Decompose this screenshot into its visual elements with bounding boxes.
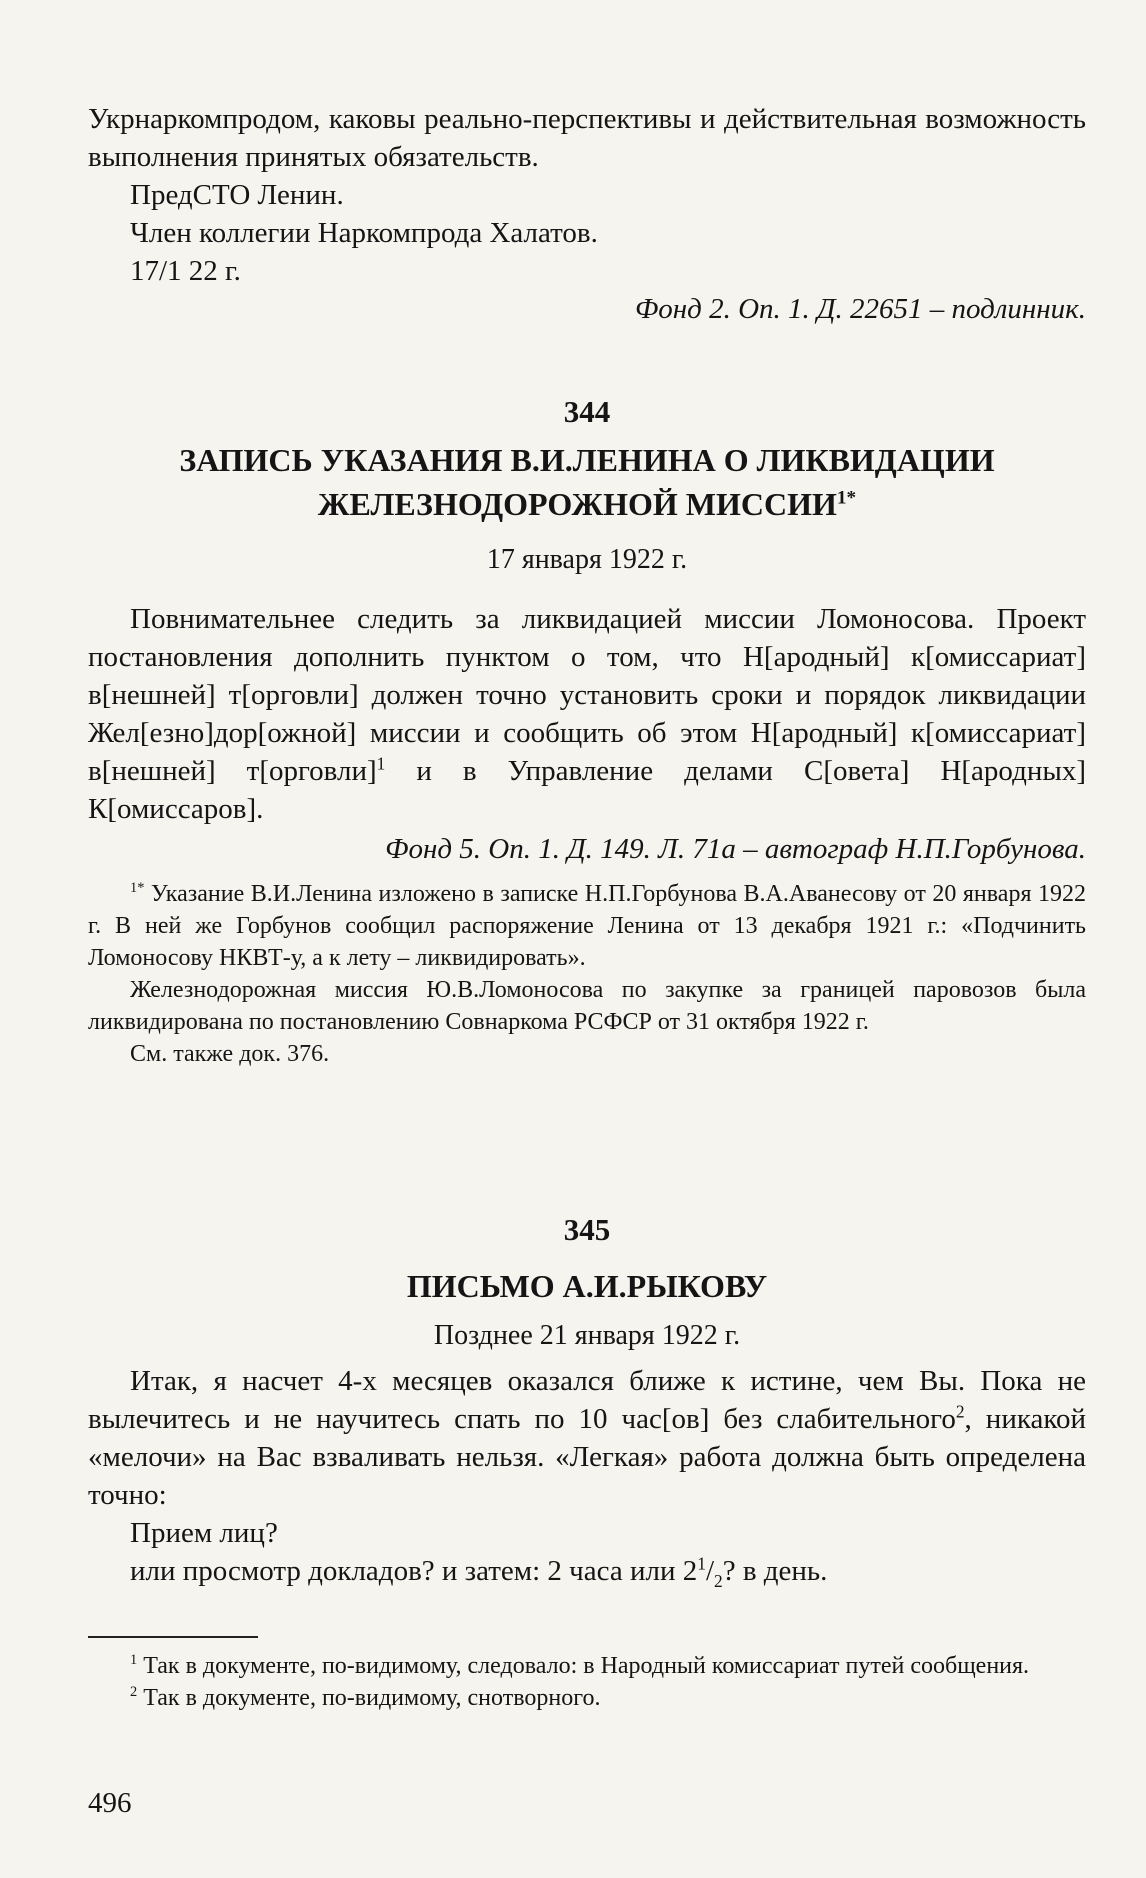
page-number: 496 — [88, 1787, 132, 1819]
document-344 — [88, 392, 1086, 1070]
editorial-note-1: $^{1*}$ Указание В.И.Ленина изложено в записке Н.П.Горбунова В.А.Аванесову от 20 января 1922 г. В ней же Горбунов сообщил распоряжение Ленина от 13 декабря 1921 г.: «Подчинить Ломоносову НКВТ-у, а к лету – ликвидировать». — [88, 880, 1086, 971]
footnote-1: $^1$ Так в документе, по-видимому, следовало: в Народный комиссариат путей сообщения. — [130, 1652, 1030, 1679]
signature-chairman: ПредСТО Ленин. — [130, 179, 344, 211]
document-date: 17 января 1922 г. — [486, 544, 688, 575]
letter-date: 17/1 22 г. — [130, 255, 241, 287]
document-number: 344 — [563, 394, 611, 429]
editorial-note-2: Железнодорожная миссия Ю.В.Ломоносова по закупке за границей паровозов была ликвидирована по постановлению Совнаркома РСФСР от 31 октября 1922 г. — [88, 977, 1086, 1035]
body-line-reception: Прием лиц? — [130, 1517, 278, 1549]
footnote-ref-2: 2 — [955, 1401, 965, 1422]
archive-source: Фонд 2. Оп. 1. Д. 22651 – подлинник. — [634, 293, 1086, 325]
body-line-reports: или просмотр докладов? и затем: 2 часа или $2^1/_2$? в день. — [130, 1553, 828, 1591]
document-date: Позднее 21 января 1922 г. — [433, 1320, 741, 1351]
document-title: ПИСЬМО А.И.РЫКОВУ — [406, 1268, 768, 1304]
footnote-2: $^2$ Так в документе, по-видимому, снотворного. — [130, 1684, 601, 1711]
title-footnote-mark: 1* — [836, 487, 857, 509]
document-title-line1: ЗАПИСЬ УКАЗАНИЯ В.И.ЛЕНИНА О ЛИКВИДАЦИИ — [179, 442, 995, 478]
document-number: 345 — [563, 1212, 611, 1247]
signature-member: Член коллегии Наркомпрода Халатов. — [130, 217, 598, 249]
footnote-divider — [88, 1636, 258, 1638]
document-345 — [88, 1210, 1086, 1600]
footnotes — [88, 1650, 1086, 1714]
document-body: Итак, я насчет 4-х месяцев оказался ближе к истине, чем Вы. Пока не вылечитесь и не научитесь спать по 10 час[ов] без слабительного$^2$, никакой «мелочи» на Вас взваливать нельзя. «Легкая» работа должна быть определена точно: — [88, 1365, 1086, 1511]
top-section — [88, 100, 1086, 328]
continuation-paragraph: Укрнаркомпродом, каковы реально-перспективы и действительная возможность выполнения принятых обязательств. — [88, 103, 1086, 173]
editorial-note-3: См. также док. 376. — [130, 1041, 330, 1067]
document-title-line2: ЖЕЛЕЗНОДОРОЖНОЙ $МИССИИ^{1*}$ — [317, 486, 857, 522]
document-body: Повнимательнее следить за ликвидацией миссии Ломоносова. Проект постановления дополнить пунктом о том, что Н[ародный] к[омиссариат] в[нешней] т[орговли] должен точно установить сроки и порядок ликвидации Жел[езно]дор[ожной] миссии и сообщить об этом Н[ародный] к[омиссариат] в[нешней] т[орговли]$^1$ и в Управление делами С[овета] Н[ародных] К[омиссаров]. — [88, 603, 1086, 825]
archive-source: Фонд 5. Оп. 1. Д. 149. Л. 71а – автограф Н.П.Горбунова. — [385, 833, 1086, 865]
footnote-ref-1: 1 — [376, 753, 386, 774]
